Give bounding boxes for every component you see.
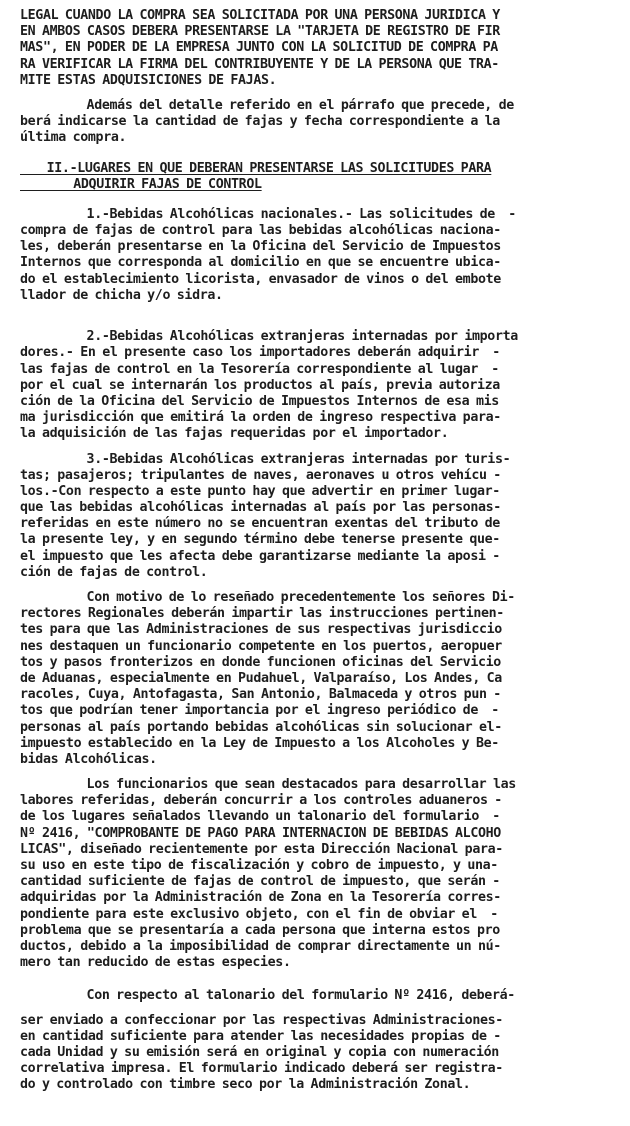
- text-line: de Aduanas, especialmente en Pudahuel, Valparaíso, Los Andes, Ca: [20, 670, 502, 686]
- text-line: la adquisición de las fajas requeridas por el importador.: [20, 426, 449, 442]
- text-line: LICAS", diseñado recientemente por esta Dirección Nacional para-: [20, 841, 503, 857]
- paragraph-turistas: [20, 452, 616, 582]
- text-line: 1.-Bebidas Alcohólicas nacionales.- Las solicitudes de -: [20, 206, 516, 222]
- text-line: Con respecto al talonario del formulario Nº 2416, deberá-: [20, 987, 515, 1003]
- text-line: en cantidad suficiente para atender las necesidades propias de -: [20, 1028, 501, 1044]
- text-line: do y controlado con timbre seco por la Administración Zonal.: [20, 1077, 471, 1093]
- text-line: adquiridas por la Administración de Zona en la Tesorería corres-: [20, 890, 501, 906]
- text-line: de los lugares señalados llevando un talonario del formulario -: [20, 809, 500, 825]
- text-line: tos y pasos fronterizos en donde funcionen oficinas del Servicio: [20, 654, 501, 670]
- text-line: rectores Regionales deberán impartir las instrucciones pertinen-: [20, 606, 504, 622]
- text-line: tas; pasajeros; tripulantes de naves, aeronaves u otros vehícu -: [20, 467, 501, 483]
- text-line: 2.-Bebidas Alcohólicas extranjeras internadas por importa: [20, 329, 518, 345]
- text-line: referidas en este número no se encuentran exentas del tributo de: [20, 516, 500, 532]
- paragraph-funcionarios: [20, 777, 616, 1004]
- text-line: nes destaquen un funcionario competente en los puertos, aeropuer: [20, 638, 502, 654]
- text-line: racoles, Cuya, Antofagasta, San Antonio, Balmaceda y otros pun -: [20, 687, 501, 703]
- text-line: que las bebidas alcohólicas internadas al país por las personas-: [20, 500, 501, 516]
- text-line: personas al país portando bebidas alcohólicas sin solucionar el-: [20, 719, 502, 735]
- text-line: LEGAL CUANDO LA COMPRA SEA SOLICITADA POR UNA PERSONA JURIDICA Y: [20, 8, 500, 23]
- text-line: [20, 304, 616, 320]
- text-line: compra de fajas de control para las bebidas alcohólicas naciona-: [20, 223, 501, 239]
- text-line: los.-Con respecto a este punto hay que advertir en primer lugar-: [20, 483, 500, 499]
- text-line: correlativa impresa. El formulario indicado deberá ser registra-: [20, 1061, 503, 1077]
- text-line: llador de chicha y/o sidra.: [20, 287, 223, 303]
- text-line: MAS", EN PODER DE LA EMPRESA JUNTO CON LA SOLICITUD DE COMPRA PA: [20, 40, 498, 56]
- paragraph-bebidas-nacionales: [20, 207, 616, 320]
- text-line: ma jurisdicción que emitirá la orden de ingreso respectiva para-: [20, 410, 501, 426]
- paragraph-importadores: [20, 329, 616, 442]
- text-line: su uso en este tipo de fiscalización y cobro de impuesto, y una-: [20, 858, 498, 873]
- text-line: [20, 1094, 616, 1110]
- text-line: les, deberán presentarse en la Oficina del Servicio de Impuestos: [20, 239, 501, 255]
- section-heading: [20, 161, 616, 193]
- text-line: pondiente para este exclusivo objeto, con el fin de obviar el -: [20, 906, 498, 922]
- text-line: 3.-Bebidas Alcohólicas extranjeras internadas por turis-: [20, 451, 511, 467]
- text-line: Además del detalle referido en el párrafo que precede, de: [20, 97, 514, 113]
- text-line: la presente ley, y en segundo término debe tenerse presente que-: [20, 532, 500, 548]
- text-line: el impuesto que les afecta debe garantizarse mediante la aposi -: [20, 548, 500, 564]
- text-line: tes para que las Administraciones de sus respectivas jurisdiccio: [20, 622, 502, 638]
- text-line: ción de fajas de control.: [20, 564, 208, 580]
- text-line: berá indicarse la cantidad de fajas y fecha correspondiente a la: [20, 114, 500, 130]
- text-line: última compra.: [20, 130, 127, 146]
- text-line: [20, 1110, 616, 1126]
- text-line: las fajas de control en la Tesorería correspondiente al lugar -: [20, 361, 499, 377]
- text-line: dores.- En el presente caso los importadores deberán adquirir -: [20, 345, 500, 361]
- paragraph-talonario: [20, 1013, 616, 1126]
- text-line: do el establecimiento licorista, envasador de vinos o del embote: [20, 271, 501, 287]
- text-line: EN AMBOS CASOS DEBERA PRESENTARSE LA "TARJETA DE REGISTRO DE FIR: [20, 24, 500, 40]
- paragraph-fajas: [20, 98, 616, 147]
- text-line: tos que podrían tener importancia por el ingreso periódico de -: [20, 703, 499, 719]
- text-line: labores referidas, deberán concurrir a los controles aduaneros -: [20, 793, 502, 809]
- text-line: por el cual se internarán los productos al país, previa autoriza: [20, 377, 500, 393]
- text-line: MITE ESTAS ADQUISICIONES DE FAJAS.: [20, 72, 277, 88]
- text-line: problema que se presentaría a cada persona que interna estos pro: [20, 922, 500, 938]
- section-title: II.-LUGARES EN QUE DEBERAN PRESENTARSE LAS SOLICITUDES PARA: [20, 160, 492, 176]
- text-line: ductos, debido a la imposibilidad de comprar directamente un nú-: [20, 938, 501, 954]
- text-line: mero tan reducido de estas especies.: [20, 955, 291, 971]
- text-line: bidas Alcohólicas.: [20, 751, 157, 767]
- text-line: Con motivo de lo reseñado precedentemente los señores Di-: [20, 590, 515, 605]
- paragraph-directores: [20, 590, 616, 768]
- paragraph-intro: [20, 8, 616, 89]
- text-line: RA VERIFICAR LA FIRMA DEL CONTRIBUYENTE Y DE LA PERSONA QUE TRA-: [20, 56, 499, 72]
- section-title: ADQUIRIR FAJAS DE CONTROL: [20, 176, 262, 192]
- text-line: Nº 2416, "COMPROBANTE DE PAGO PARA INTERNACION DE BEBIDAS ALCOHO: [20, 825, 501, 841]
- text-line: Los funcionarios que sean destacados para desarrollar las: [20, 777, 516, 793]
- text-line: Internos que corresponda al domicilio en que se encuentre ubica-: [20, 255, 501, 271]
- text-line: ción de la Oficina del Servicio de Impuestos Internos de esa mis: [20, 393, 499, 409]
- text-line: [20, 971, 616, 987]
- text-line: cada Unidad y su emisión será en original y copia con numeración: [20, 1045, 499, 1061]
- text-line: impuesto establecido en la Ley de Impuesto a los Alcoholes y Be-: [20, 735, 499, 751]
- text-line: cantidad suficiente de fajas de control de impuesto, que serán -: [20, 874, 500, 890]
- text-line: ser enviado a confeccionar por las respectivas Administraciones-: [20, 1012, 503, 1028]
